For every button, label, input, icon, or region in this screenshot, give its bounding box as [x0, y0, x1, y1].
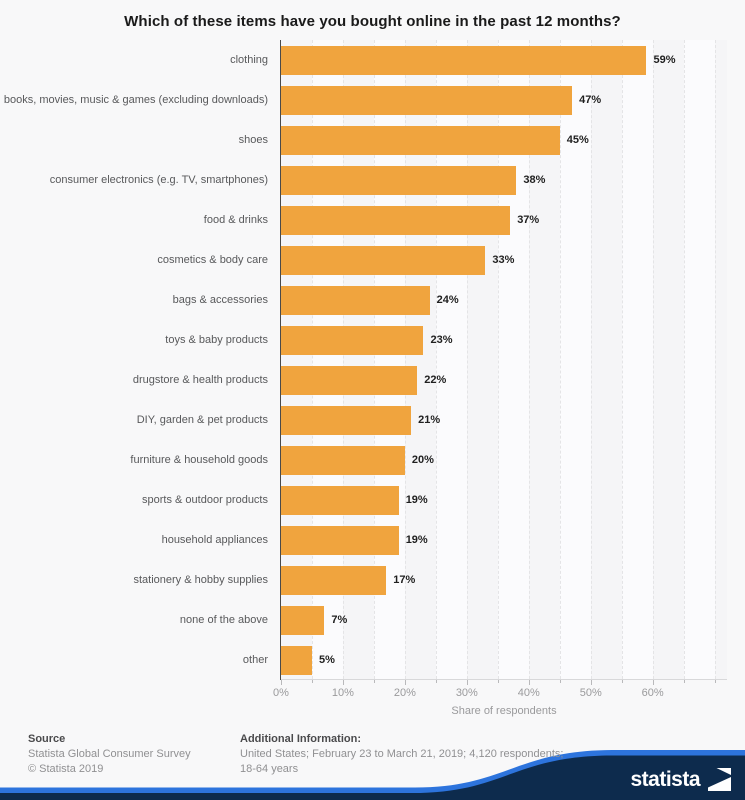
bar-track [281, 606, 727, 635]
category-label: sports & outdoor products [142, 493, 268, 506]
value-label: 23% [430, 334, 453, 346]
axis-tick [405, 680, 406, 685]
axis-tick-label: 50% [579, 687, 602, 699]
axis-tick [560, 680, 561, 683]
bar-row [0, 520, 745, 560]
bar [281, 646, 312, 675]
axis-tick [498, 680, 499, 683]
value-label: 45% [566, 134, 589, 146]
axis-tick-label: 0% [273, 687, 289, 699]
statista-logo-icon [708, 768, 731, 791]
axis-tick-label: 60% [641, 687, 664, 699]
bar [281, 286, 430, 315]
value-label: 22% [424, 374, 447, 386]
category-label: clothing [230, 53, 268, 66]
category-label: DIY, garden & pet products [136, 413, 268, 426]
value-label: 20% [411, 454, 434, 466]
bar-track [281, 86, 727, 115]
category-label: shoes [238, 133, 268, 146]
additional-info-line: United States; February 23 to March 21, 2019; 4,120 respondents; [240, 748, 564, 760]
axis-tick-label: 40% [517, 687, 540, 699]
axis-tick [622, 680, 623, 683]
bar-track [281, 126, 727, 155]
bar [281, 206, 510, 235]
x-axis [273, 680, 727, 704]
bar [281, 406, 411, 435]
bar-track [281, 46, 727, 75]
source-line: Statista Global Consumer Survey [28, 748, 191, 760]
value-label: 47% [579, 94, 602, 106]
axis-tick-label: 20% [393, 687, 416, 699]
bar [281, 566, 386, 595]
bar-row [0, 40, 745, 80]
bar-track [281, 406, 727, 435]
category-label: consumer electronics (e.g. TV, smartphones) [49, 173, 268, 186]
value-label: 59% [653, 54, 676, 66]
bar [281, 366, 417, 395]
bar-chart [0, 40, 745, 680]
bar-track [281, 446, 727, 475]
value-label: 33% [492, 254, 515, 266]
bar-row [0, 560, 745, 600]
bar-track [281, 646, 727, 675]
bar [281, 46, 646, 75]
axis-tick [684, 680, 685, 683]
bar-row [0, 200, 745, 240]
additional-info-line: 18-64 years [240, 763, 299, 776]
bar-track [281, 326, 727, 355]
bar-track [281, 366, 727, 395]
additional-info-title: Additional Information: [240, 733, 361, 745]
bar-row [0, 600, 745, 640]
axis-tick [436, 680, 437, 683]
bar-row [0, 360, 745, 400]
bar [281, 526, 399, 555]
axis-tick-label: 30% [455, 687, 478, 699]
bar-row [0, 240, 745, 280]
bar-row [0, 320, 745, 360]
category-label: bags & accessories [172, 293, 268, 306]
bar [281, 126, 560, 155]
axis-tick [529, 680, 530, 685]
axis-tick [374, 680, 375, 683]
bar-track [281, 286, 727, 315]
chart-title: Which of these items have you bought online in the past 12 months? [124, 13, 621, 30]
bar-rows [0, 40, 745, 680]
bar-row [0, 160, 745, 200]
category-label: none of the above [179, 613, 268, 626]
copyright-line: © Statista 2019 [28, 763, 104, 776]
x-axis-title: Share of respondents [451, 705, 557, 717]
bar-row [0, 480, 745, 520]
statista-logo-text: statista [630, 768, 700, 791]
bar [281, 486, 399, 515]
value-label: 7% [331, 614, 348, 626]
category-label: household appliances [161, 533, 268, 546]
value-label: 21% [418, 414, 441, 426]
category-label: books, movies, music & games (excluding downloads) [3, 93, 268, 106]
category-label: food & drinks [203, 213, 268, 226]
category-label: furniture & household goods [130, 453, 268, 466]
source-title: Source [28, 733, 66, 745]
bar-row [0, 80, 745, 120]
bar [281, 246, 485, 275]
bar-row [0, 120, 745, 160]
source-block [28, 733, 240, 778]
category-label: cosmetics & body care [157, 253, 268, 266]
value-label: 24% [436, 294, 459, 306]
axis-tick [591, 680, 592, 685]
bar-track [281, 166, 727, 195]
axis-tick [281, 680, 282, 685]
bar-track [281, 486, 727, 515]
bar-row [0, 440, 745, 480]
category-label: drugstore & health products [132, 373, 268, 386]
category-label: other [242, 653, 268, 666]
statista-logo [630, 768, 731, 791]
bar [281, 606, 324, 635]
bar-track [281, 566, 727, 595]
axis-tick [467, 680, 468, 685]
value-label: 17% [393, 574, 416, 586]
value-label: 5% [318, 654, 335, 666]
value-label: 37% [517, 214, 540, 226]
bar-track [281, 526, 727, 555]
axis-tick [312, 680, 313, 683]
value-label: 38% [523, 174, 546, 186]
axis-tick [715, 680, 716, 683]
axis-tick-label: 10% [331, 687, 354, 699]
bar-track [281, 206, 727, 235]
category-label: toys & baby products [165, 333, 268, 346]
bar-row [0, 280, 745, 320]
bar [281, 446, 405, 475]
value-label: 19% [405, 534, 428, 546]
bar [281, 326, 423, 355]
axis-tick [343, 680, 344, 685]
axis-tick [653, 680, 654, 685]
category-label: stationery & hobby supplies [133, 573, 268, 586]
bar-row [0, 400, 745, 440]
bar-row [0, 640, 745, 680]
bar [281, 86, 572, 115]
bar [281, 166, 516, 195]
value-label: 19% [405, 494, 428, 506]
bar-track [281, 246, 727, 275]
